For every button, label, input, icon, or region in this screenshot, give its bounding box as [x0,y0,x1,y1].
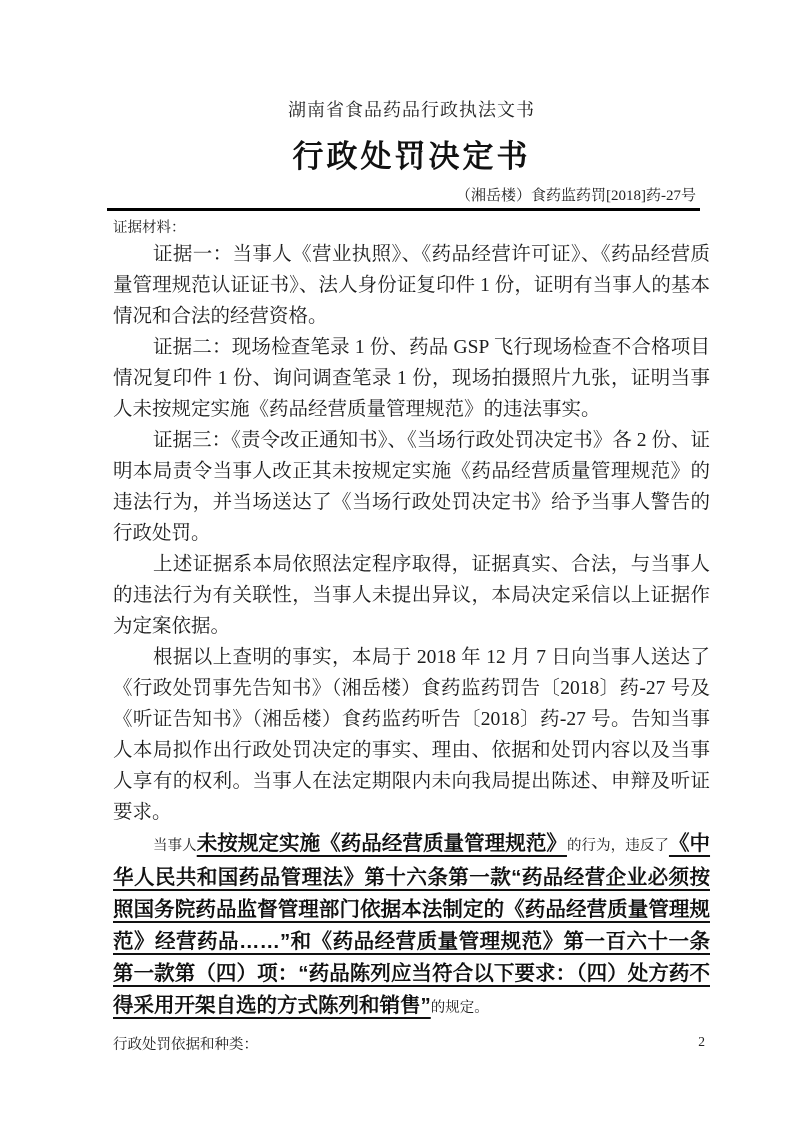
paragraph-evidence-conclusion: 上述证据系本局依照法定程序取得，证据真实、合法，与当事人的违法行为有关联性，当事人未提出异议，本局决定采信以上证据作为定案依据。 [113,554,710,637]
document-title: 行政处罚决定书 [292,139,531,174]
letterhead-divider [107,208,700,211]
document-number: （湘岳楼）食药监药罚[2018]药-27号 [456,188,696,204]
page-number: 2 [698,1034,705,1049]
evidence-section-label: 证据材料： [113,220,186,236]
violation-emphasis-2: 《中华人民共和国药品管理法》第十六条第一款“药品经营企业必须按照国务院药品监督管理部门依据本法制定的《药品经营质量管理规范》经营药品……”和《药品经营质量管理规范》第一百六十一条第一款第（四）项：“药品陈列应当符合以下要求：（四）处方药不得采用开架自选的方式陈列和销售” [113,832,711,1017]
violation-mid-text: 的行为，违反了 [566,838,669,854]
paragraph-evidence-3: 证据三：《责令改正通知书》、《当场行政处罚决定书》各 2 份、证明本局责令当事人改正其未按规定实施《药品经营质量管理规范》的违法行为，并当场送达了《当场行政处罚决定书》给予当事人警告的行政处罚。 [113,430,710,544]
penalty-basis-section-label: 行政处罚依据和种类： [113,1037,258,1053]
paragraph-violation [113,828,710,1024]
paragraph-evidence-2: 证据二：现场检查笔录 1 份、药品 GSP 飞行现场检查不合格项目情况复印件 1 份、询问调查笔录 1 份，现场拍摄照片九张，证明当事人未按规定实施《药品经营质量管理规范》的违法事实。 [113,337,710,420]
paragraph-notification: 根据以上查明的事实，本局于 2018 年 12 月 7 日向当事人送达了《行政处罚事先告知书》（湘岳楼）食药监药罚告〔2018〕药-27 号及《听证告知书》（湘岳楼）食药监药听告〔2018〕药-27 号。告知当事人本局拟作出行政处罚决定的事实、理由、依据和处罚内容以及当事人享有的权利。当事人在法定期限内未向我局提出陈述、申辩及听证要求。 [113,647,710,823]
violation-emphasis-1: 未按规定实施《药品经营质量管理规范》 [196,832,567,855]
violation-lead-text: 当事人 [153,838,197,854]
document-body [113,239,710,1024]
document-letterhead: 湖南省食品药品行政执法文书 [288,100,535,120]
paragraph-evidence-1: 证据一：当事人《营业执照》、《药品经营许可证》、《药品经营质量管理规范认证证书》、法人身份证复印件 1 份，证明有当事人的基本情况和合法的经营资格。 [113,244,710,327]
violation-tail-text: 的规定。 [430,1000,489,1016]
